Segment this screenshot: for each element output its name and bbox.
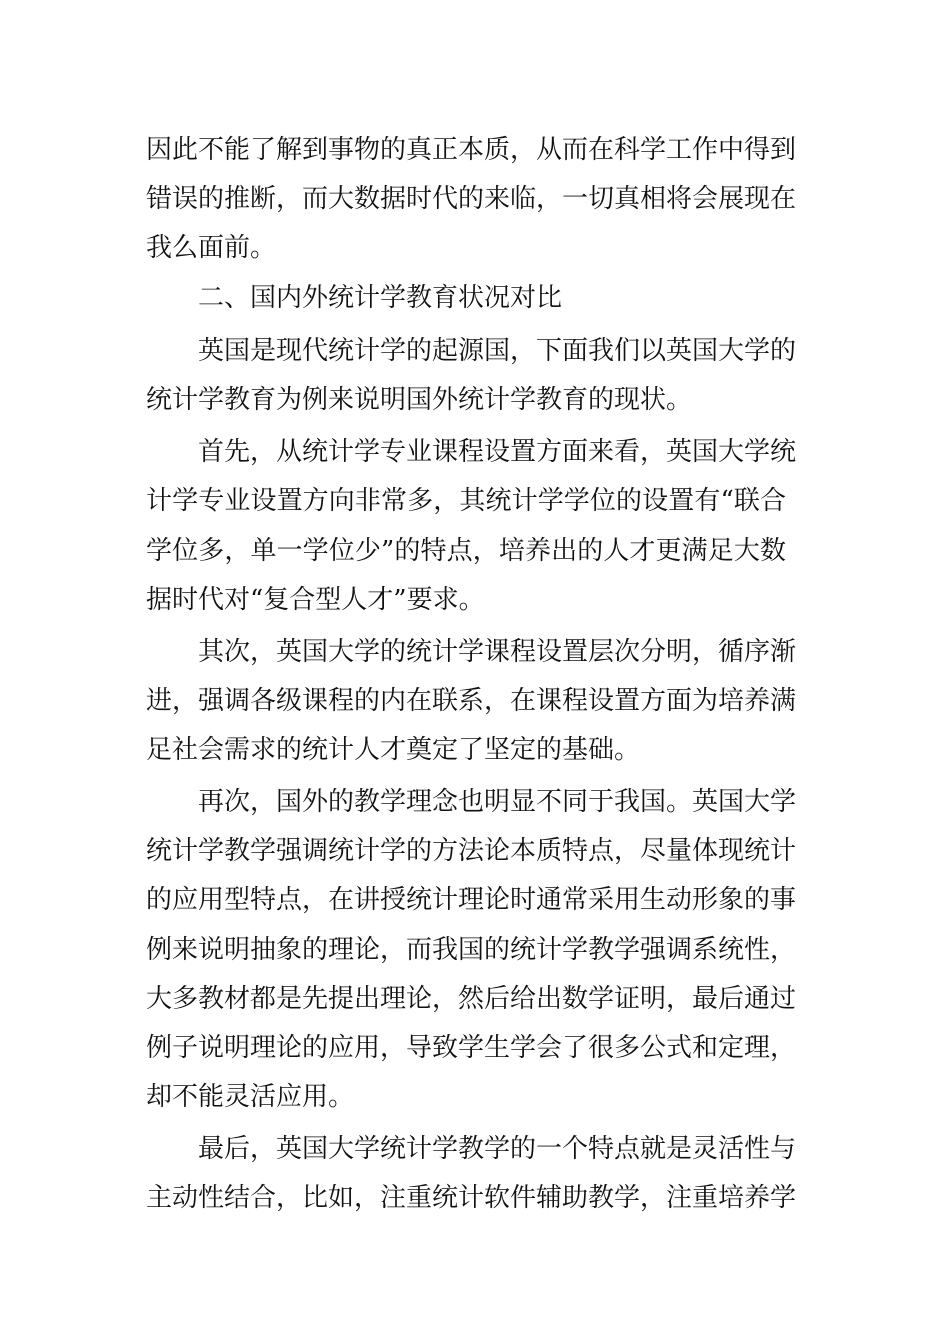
text-line: 英国是现代统计学的起源国，下面我们以英国大学的 [198,336,797,366]
text-line: 却不能灵活应用。 [146,1082,355,1112]
text-line: 进，强调各级课程的内在联系，在课程设置方面为培养满 [146,686,797,716]
text-line: 例子说明理论的应用，导致学生学会了很多公式和定理， [146,1033,797,1063]
text-line: 最后，英国大学统计学教学的一个特点就是灵活性与 [198,1134,797,1164]
text-line: 学位多，单一学位少”的特点，培养出的人才更满足大数 [146,536,786,566]
text-line: 统计学教学强调统计学的方法论本质特点，尽量体现统计 [146,836,797,866]
text-line: 其次，英国大学的统计学课程设置层次分明，循序渐 [198,637,797,667]
text-line: 统计学教育为例来说明国外统计学教育的现状。 [146,385,693,415]
text-line: 首先，从统计学专业课程设置方面来看，英国大学统 [198,437,797,467]
text-line: 错误的推断，而大数据时代的来临，一切真相将会展现在 [146,184,797,214]
text-line: 足社会需求的统计人才奠定了坚定的基础。 [146,735,641,765]
section-heading: 二、国内外统计学教育状况对比 [198,283,563,313]
text-line: 据时代对“复合型人才”要求。 [146,585,485,615]
text-line: 因此不能了解到事物的真正本质，从而在科学工作中得到 [146,135,797,165]
text-line: 主动性结合，比如，注重统计软件辅助教学，注重培养学 [146,1183,797,1213]
text-line: 例来说明抽象的理论，而我国的统计学教学强调系统性， [146,935,797,965]
text-line: 大多教材都是先提出理论，然后给出数学证明，最后通过 [146,984,797,1014]
text-line: 再次，国外的教学理念也明显不同于我国。英国大学 [198,787,797,817]
text-line: 计学专业设置方向非常多，其统计学学位的设置有“联合 [146,486,786,516]
text-line: 我么面前。 [146,233,277,263]
text-line: 的应用型特点，在讲授统计理论时通常采用生动形象的事 [146,885,797,915]
